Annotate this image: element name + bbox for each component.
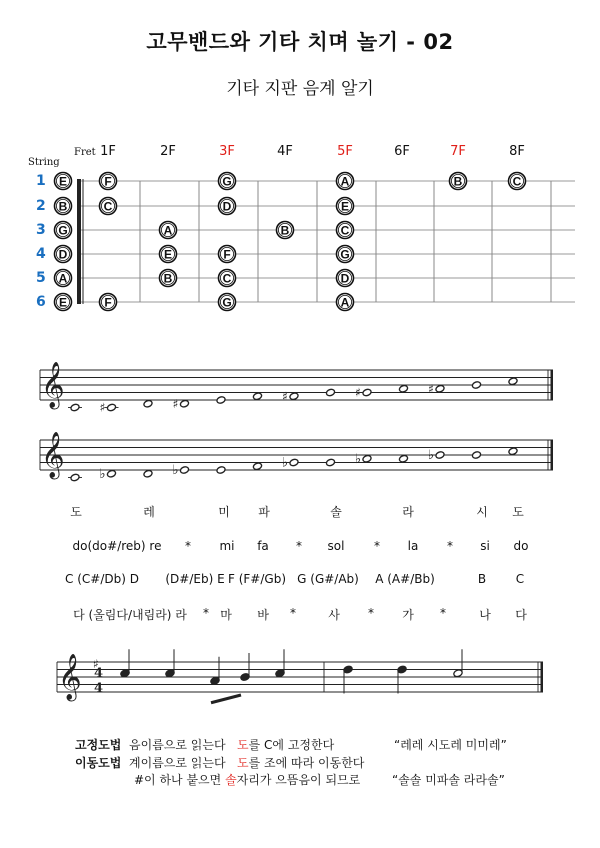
sharp-key-text: #이 하나 붙으면 (134, 773, 222, 787)
movable-do-text-2: 를 조에 따라 이동한다 (248, 756, 365, 770)
string-number-3: 3 (36, 222, 46, 238)
solfege-9: * (447, 539, 453, 553)
staff-chromatic-flats-note-11 (435, 451, 445, 460)
note-s3-f4: B (280, 223, 290, 238)
note-s1-f1: F (104, 174, 112, 189)
staff-melody-beam (211, 695, 241, 703)
staff-chromatic-flats-treble-clef: 𝄞 (41, 432, 65, 478)
korean-letter-name-8: 가 (402, 608, 414, 622)
note-s1-f8: C (512, 174, 522, 189)
string-number-1: 1 (36, 173, 46, 189)
staff-chromatic-sharps-note-11 (435, 384, 445, 393)
staff-chromatic-sharps-note-12 (472, 381, 482, 390)
staff-chromatic-sharps-end-thick-bar (551, 370, 554, 400)
letter-name-3: F (F#/Gb) (228, 572, 286, 586)
movable-do-highlight: 도 (237, 756, 249, 770)
note-s2-f5: E (340, 199, 350, 214)
staff-chromatic-sharps-note-4 (180, 399, 190, 408)
letter-name-2: (D#/Eb) E (165, 572, 225, 586)
note-s6-f1: F (104, 295, 112, 310)
korean-letter-name-2: * (203, 606, 209, 620)
letter-name-7: C (515, 572, 525, 586)
staff-chromatic-flats-note-13 (508, 447, 518, 456)
letter-name-6: B (477, 572, 487, 586)
fret-axis-label: Fret (74, 147, 96, 158)
korean-solfege-3: 미 (218, 505, 230, 519)
korean-solfege-5: 솔 (330, 505, 342, 519)
korean-solfege-2: 레 (143, 505, 155, 519)
fret-label-3: 3F (219, 144, 235, 159)
solfege-8: la (407, 539, 419, 553)
korean-solfege-6: 라 (402, 505, 414, 519)
note-s5-f5: D (340, 271, 350, 286)
fret-label-1: 1F (100, 144, 116, 159)
korean-letter-name-4: 바 (257, 608, 269, 622)
open-note-string-3: G (58, 223, 68, 238)
solfege-4: fa (257, 539, 269, 553)
letter-name-5: A (A#/Bb) (375, 572, 435, 586)
staff-melody-time-top: 4 (94, 666, 104, 681)
staff-chromatic-sharps-treble-clef: 𝄞 (41, 362, 65, 408)
open-note-string-1: E (58, 174, 68, 189)
solfege-5: * (296, 539, 302, 553)
staff-chromatic-flats-note-1 (70, 473, 80, 482)
note-s6-f3: G (222, 295, 232, 310)
string-number-4: 4 (36, 246, 46, 262)
korean-solfege-7: 시 (476, 505, 488, 519)
staff-chromatic-flats-note-12 (472, 451, 482, 460)
staff-melody-time-bottom: 4 (94, 681, 104, 696)
fret-label-6: 6F (394, 144, 410, 159)
korean-letter-name-11: 다 (515, 608, 527, 622)
staff-chromatic-flats-end-thick-bar (551, 440, 554, 470)
staff-melody-key-signature: ♯ (93, 657, 99, 671)
nut (77, 179, 81, 304)
korean-letter-name-6: 사 (328, 608, 340, 622)
sharp-key-text-2: 자리가 으뜸음이 되므로 (236, 773, 361, 787)
solfege-10: si (480, 539, 490, 553)
staff-chromatic-flats-accidental-2: ♭ (99, 466, 106, 482)
solfege-11: do (513, 539, 529, 553)
korean-letter-name-7: * (368, 606, 374, 620)
note-s1-f7: B (453, 174, 463, 189)
staff-chromatic-sharps-note-1 (70, 403, 80, 412)
open-note-string-5: A (58, 271, 68, 286)
page-subtitle: 기타 지판 음계 알기 (226, 79, 374, 99)
solfege-2: * (185, 539, 191, 553)
note-s4-f5: G (340, 247, 350, 262)
sharp-key-example: “솔솔 미파솔 라라솔” (392, 773, 505, 787)
note-s6-f5: A (340, 295, 350, 310)
fret-label-8: 8F (509, 144, 525, 159)
solfege-7: * (374, 539, 380, 553)
staff-chromatic-sharps-note-2 (107, 403, 117, 412)
note-s5-f3: C (222, 271, 232, 286)
korean-letter-name-9: * (440, 606, 446, 620)
fret-label-2: 2F (160, 144, 176, 159)
staff-chromatic-flats-note-6 (253, 462, 263, 471)
note-s2-f1: C (103, 199, 113, 214)
open-note-string-2: B (58, 199, 68, 214)
staff-chromatic-sharps-note-8 (326, 388, 336, 397)
note-s2-f3: D (222, 199, 232, 214)
solfege-6: sol (327, 539, 345, 553)
solfege-1: do(do#/reb) re (72, 539, 162, 553)
note-s5-f2: B (163, 271, 173, 286)
staff-melody-treble-clef: 𝄞 (58, 654, 82, 700)
staff-chromatic-sharps-note-13 (508, 377, 518, 386)
note-s1-f3: G (222, 174, 232, 189)
staff-chromatic-flats-note-5 (216, 466, 226, 475)
staff-chromatic-flats-accidental-9: ♭ (354, 451, 362, 467)
fixed-do-highlight: 도 (237, 738, 249, 752)
sharp-key-highlight: 솔 (225, 773, 237, 787)
staff-chromatic-flats-accidental-7: ♭ (281, 455, 289, 471)
solfege-3: mi (219, 539, 235, 553)
korean-letter-name-3: 마 (220, 608, 232, 622)
korean-letter-name-1: 다 (올림다/내림라) 라 (73, 608, 187, 622)
staff-chromatic-flats-note-4 (180, 466, 190, 475)
staff-melody-end-thick-bar (541, 662, 544, 692)
fixed-do-text-2: 를 C에 고정한다 (248, 738, 335, 752)
staff-chromatic-sharps-note-7 (289, 392, 299, 401)
staff-chromatic-flats-note-10 (399, 454, 409, 463)
staff-chromatic-flats-note-9 (362, 454, 372, 463)
string-number-2: 2 (36, 198, 46, 214)
staff-chromatic-sharps-accidental-2: ♯ (99, 400, 106, 415)
staff-chromatic-sharps-accidental-9: ♯ (355, 385, 361, 400)
fret-label-4: 4F (277, 144, 293, 159)
korean-solfege-1: 도 (70, 505, 82, 519)
fixed-do-label: 고정도법 (75, 738, 122, 752)
movable-do-text: 계이름으로 읽는다 (129, 756, 226, 770)
letter-name-4: G (G#/Ab) (297, 572, 359, 586)
staff-chromatic-flats-accidental-11: ♭ (427, 448, 435, 463)
fixed-do-line (75, 736, 334, 753)
korean-solfege-4: 파 (258, 505, 270, 519)
staff-chromatic-flats-accidental-4: ♭ (172, 463, 179, 478)
string-axis-label: String (28, 157, 60, 168)
korean-solfege-8: 도 (512, 505, 524, 519)
staff-chromatic-flats-note-2 (107, 469, 117, 478)
note-s1-f5: A (340, 174, 350, 189)
staff-chromatic-sharps-accidental-7: ♯ (282, 389, 288, 404)
open-note-string-4: D (58, 247, 68, 262)
fixed-do-example: “레레 시도레 미미레” (394, 738, 507, 752)
letter-name-1: C (C#/Db) D (65, 572, 139, 586)
korean-letter-name-10: 나 (479, 608, 491, 622)
open-note-string-6: E (58, 295, 68, 310)
staff-chromatic-sharps-note-5 (216, 396, 226, 405)
movable-do-line (75, 754, 364, 771)
note-s3-f5: C (340, 223, 350, 238)
staff-chromatic-sharps-note-10 (399, 384, 409, 393)
note-s4-f3: F (223, 247, 231, 262)
movable-do-label: 이동도법 (75, 756, 122, 770)
staff-chromatic-flats-note-3 (143, 469, 153, 478)
sharp-key-line (134, 771, 360, 788)
staff-chromatic-sharps-note-3 (143, 399, 153, 408)
page-title: 고무밴드와 기타 치며 놀기 - 02 (146, 30, 454, 54)
staff-chromatic-sharps-note-9 (362, 388, 372, 397)
string-number-6: 6 (36, 294, 46, 310)
korean-letter-name-5: * (290, 606, 296, 620)
staff-chromatic-flats-note-8 (326, 458, 336, 467)
fret-label-7: 7F (450, 144, 466, 159)
note-s4-f2: E (163, 247, 173, 262)
fixed-do-text: 음이름으로 읽는다 (129, 738, 226, 752)
note-s3-f2: A (163, 223, 173, 238)
string-number-5: 5 (36, 270, 46, 286)
staff-chromatic-sharps-note-6 (253, 392, 263, 401)
fret-label-5: 5F (337, 144, 353, 159)
staff-chromatic-flats-note-7 (289, 458, 299, 467)
staff-chromatic-sharps-accidental-4: ♯ (172, 396, 179, 411)
staff-chromatic-sharps-accidental-11: ♯ (428, 381, 434, 396)
